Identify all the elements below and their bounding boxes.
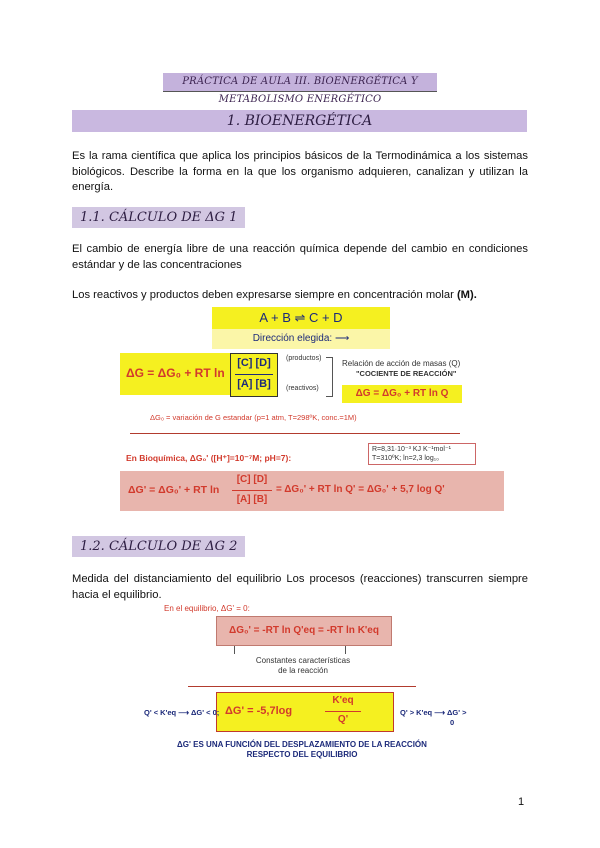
log-fraction-bar [325,711,361,712]
reaction-box: A + B ⇌ C + D [212,307,390,329]
molar-bold: (M). [456,289,477,301]
document-title: PRÁCTICA DE AULA III. BIOENERGÉTICA Y METABOLISMO ENERGÉTICO [163,73,437,92]
separator-line-2 [188,686,416,687]
main-equation-left: ΔG = ΔG₀ + RT ln [126,366,225,380]
products-label: (productos) [286,355,322,362]
mass-action-sub: "COCIENTE DE REACCIÓN" [356,369,457,378]
subsection-heading-1-1: 1.1. CÁLCULO DE ΔG 1 [72,207,245,228]
biochem-eq-right: = ΔG₀' + RT ln Q' = ΔG₀' + 5,7 log Q' [276,484,445,495]
constants-label [248,656,358,676]
brace [326,357,333,397]
biochem-note: En Bioquímica, ΔG₀' ([H⁺]=10⁻⁷M; pH=7): [126,453,292,463]
constants-label-line1: Constantes características [255,656,351,665]
page-number: 1 [518,796,525,808]
biochem-equation-box [120,471,504,511]
fraction-bar [235,374,273,375]
q-equation: ΔG = ΔG₀ + RT ln Q [342,385,462,403]
direction-label: Dirección elegida: ⟶ [212,329,390,349]
log-eq-numerator: K'eq [332,695,354,706]
fraction-box [230,353,278,397]
right-condition-zero: 0 [450,718,455,727]
equilibrium-equation: ΔG₀' = -RT ln Q'eq = -RT ln K'eq [216,616,392,646]
log-eq-left: ΔG' = -5,7log [225,705,293,717]
paragraph-energy-change: El cambio de energía libre de una reacción química depende del cambio en condiciones estándar y de las concentraciones [72,243,528,271]
molar-text: Los reactivos y productos deben expresarse siempre en concentración molar [72,289,457,301]
paragraph-equilibrium: Medida del distanciamiento del equilibrio Los procesos (reacciones) transcurren siempre hacia el equilibrio. [72,573,528,601]
equilibrium-footer [138,740,466,760]
constant-t: T=310ºK; ln=2,3 log₁₀ [372,455,439,462]
section-heading-bioenergetica: 1. BIOENERGÉTICA [72,110,527,132]
constants-box [368,443,476,465]
left-condition: Q' < K'eq ⟶ ΔG' < 0; [144,708,220,717]
footer-line1: ΔG' ES UNA FUNCIÓN DEL DESPLAZAMIENTO DE LA REACCIÓN [177,740,427,749]
fraction-denominator: [A] [B] [237,378,271,390]
constants-label-line2: de la reacción [278,666,328,675]
paragraph-molar [72,288,528,304]
biochem-numerator: [C] [D] [236,474,268,485]
arrows-to-constants [234,646,346,654]
mass-action-title: Relación de acción de masas (Q) [342,359,461,368]
equilibrium-label: En el equilibrio, ΔG' = 0: [164,604,250,613]
standard-note: ΔG₀ = variación de G estandar (p=1 atm, T=298ºK, conc.=1M) [150,413,357,422]
log-eq-denominator: Q' [337,714,349,725]
subsection-heading-1-2: 1.2. CÁLCULO DE ΔG 2 [72,536,245,557]
main-equation-box [120,353,230,395]
intro-paragraph: Es la rama científica que aplica los principios básicos de la Termodinámica a los sistemas biológicos. Describe la forma en la que los organismo adquieren, canalizan y utilizan la energía. [72,150,528,193]
biochem-denominator: [A] [B] [236,494,268,505]
fraction-numerator: [C] [D] [237,357,271,369]
right-condition: Q' > K'eq ⟶ ΔG' > [400,708,467,717]
figure-equilibrium [138,602,466,762]
footer-line2: RESPECTO DEL EQUILIBRIO [246,750,358,759]
separator-line [130,433,460,434]
figure-gibbs-equation [120,305,504,513]
reactants-label: (reactivos) [286,385,319,392]
log-equation-box [216,692,394,732]
constant-r: R=8,31·10⁻³ KJ K⁻¹mol⁻¹ [372,446,451,453]
biochem-fraction-bar [232,490,272,491]
biochem-eq-left: ΔG' = ΔG₀' + RT ln [128,484,220,496]
